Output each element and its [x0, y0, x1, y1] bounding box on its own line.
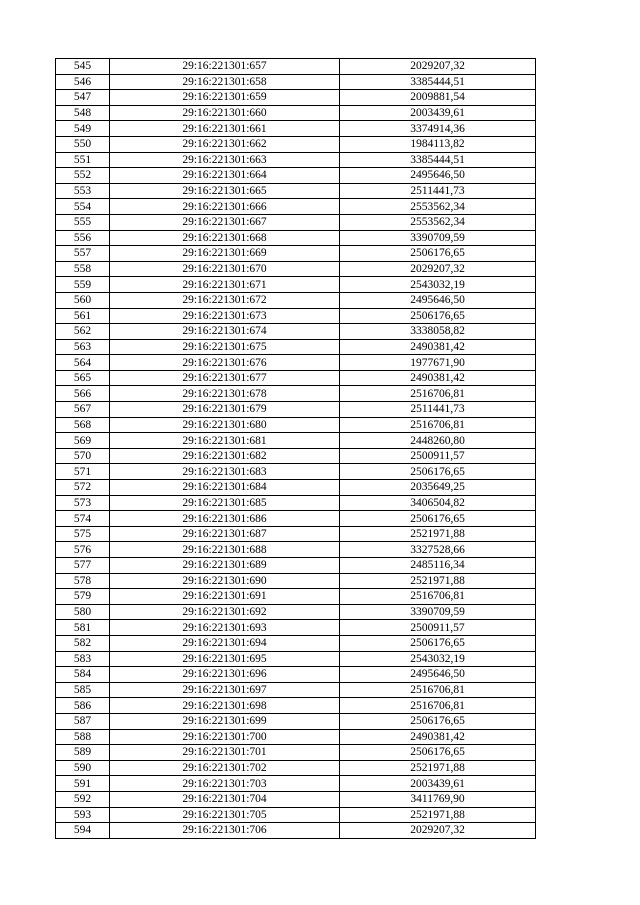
row-number-cell: 567	[56, 402, 110, 418]
cadastral-number-cell: 29:16:221301:668	[110, 230, 340, 246]
cadastral-number-cell: 29:16:221301:685	[110, 495, 340, 511]
value-cell: 3338058,82	[340, 324, 536, 340]
table-row	[56, 745, 536, 761]
cadastral-number-cell: 29:16:221301:667	[110, 214, 340, 230]
table-row	[56, 402, 536, 418]
row-number-cell: 559	[56, 277, 110, 293]
value-cell: 2521971,88	[340, 526, 536, 542]
table-row	[56, 604, 536, 620]
row-number-cell: 592	[56, 791, 110, 807]
row-number-cell: 551	[56, 152, 110, 168]
value-cell: 2506176,65	[340, 308, 536, 324]
cadastral-number-cell: 29:16:221301:682	[110, 448, 340, 464]
cadastral-number-cell: 29:16:221301:691	[110, 589, 340, 605]
table-row	[56, 558, 536, 574]
value-cell: 2506176,65	[340, 246, 536, 262]
value-cell: 2521971,88	[340, 807, 536, 823]
row-number-cell: 578	[56, 573, 110, 589]
value-cell: 3411769,90	[340, 791, 536, 807]
cadastral-number-cell: 29:16:221301:679	[110, 402, 340, 418]
table-row	[56, 74, 536, 90]
value-cell: 2448260,80	[340, 433, 536, 449]
cadastral-number-cell: 29:16:221301:693	[110, 620, 340, 636]
value-cell: 2495646,50	[340, 667, 536, 683]
row-number-cell: 549	[56, 121, 110, 137]
value-cell: 2543032,19	[340, 277, 536, 293]
cadastral-number-cell: 29:16:221301:669	[110, 246, 340, 262]
value-cell: 2506176,65	[340, 511, 536, 527]
cadastral-number-cell: 29:16:221301:686	[110, 511, 340, 527]
row-number-cell: 552	[56, 168, 110, 184]
table-row	[56, 480, 536, 496]
row-number-cell: 560	[56, 292, 110, 308]
value-cell: 2516706,81	[340, 386, 536, 402]
value-cell: 2506176,65	[340, 464, 536, 480]
cadastral-number-cell: 29:16:221301:680	[110, 417, 340, 433]
cadastral-number-cell: 29:16:221301:666	[110, 199, 340, 215]
table-row	[56, 261, 536, 277]
cadastral-number-cell: 29:16:221301:702	[110, 760, 340, 776]
cadastral-number-cell: 29:16:221301:665	[110, 183, 340, 199]
row-number-cell: 564	[56, 355, 110, 371]
table-row	[56, 386, 536, 402]
row-number-cell: 553	[56, 183, 110, 199]
cadastral-number-cell: 29:16:221301:670	[110, 261, 340, 277]
row-number-cell: 569	[56, 433, 110, 449]
row-number-cell: 587	[56, 713, 110, 729]
value-cell: 2511441,73	[340, 402, 536, 418]
table-row	[56, 433, 536, 449]
table-row	[56, 324, 536, 340]
row-number-cell: 583	[56, 651, 110, 667]
table-row	[56, 495, 536, 511]
row-number-cell: 555	[56, 214, 110, 230]
value-cell: 2516706,81	[340, 589, 536, 605]
table-row	[56, 355, 536, 371]
value-cell: 2029207,32	[340, 261, 536, 277]
row-number-cell: 568	[56, 417, 110, 433]
row-number-cell: 563	[56, 339, 110, 355]
cadastral-number-cell: 29:16:221301:704	[110, 791, 340, 807]
table-row	[56, 370, 536, 386]
table-row	[56, 573, 536, 589]
row-number-cell: 565	[56, 370, 110, 386]
value-cell: 1977671,90	[340, 355, 536, 371]
table-row	[56, 308, 536, 324]
table-row	[56, 807, 536, 823]
table-row	[56, 59, 536, 75]
cadastral-number-cell: 29:16:221301:688	[110, 542, 340, 558]
value-cell: 3374914,36	[340, 121, 536, 137]
row-number-cell: 584	[56, 667, 110, 683]
table-row	[56, 589, 536, 605]
cadastral-number-cell: 29:16:221301:694	[110, 635, 340, 651]
table-row	[56, 464, 536, 480]
row-number-cell: 589	[56, 745, 110, 761]
table-row	[56, 168, 536, 184]
row-number-cell: 561	[56, 308, 110, 324]
table-row	[56, 511, 536, 527]
cadastral-number-cell: 29:16:221301:681	[110, 433, 340, 449]
table-row	[56, 620, 536, 636]
row-number-cell: 581	[56, 620, 110, 636]
value-cell: 3327528,66	[340, 542, 536, 558]
table-body	[56, 59, 536, 839]
table-row	[56, 199, 536, 215]
row-number-cell: 572	[56, 480, 110, 496]
value-cell: 2029207,32	[340, 59, 536, 75]
value-cell: 2521971,88	[340, 573, 536, 589]
table-row	[56, 214, 536, 230]
value-cell: 2485116,34	[340, 558, 536, 574]
row-number-cell: 575	[56, 526, 110, 542]
row-number-cell: 570	[56, 448, 110, 464]
table-row	[56, 448, 536, 464]
row-number-cell: 594	[56, 823, 110, 839]
value-cell: 2490381,42	[340, 370, 536, 386]
table-row	[56, 729, 536, 745]
cadastral-number-cell: 29:16:221301:675	[110, 339, 340, 355]
cadastral-number-cell: 29:16:221301:689	[110, 558, 340, 574]
cadastral-number-cell: 29:16:221301:700	[110, 729, 340, 745]
row-number-cell: 558	[56, 261, 110, 277]
cadastral-number-cell: 29:16:221301:695	[110, 651, 340, 667]
table-row	[56, 90, 536, 106]
cadastral-number-cell: 29:16:221301:673	[110, 308, 340, 324]
value-cell: 2521971,88	[340, 760, 536, 776]
table-row	[56, 152, 536, 168]
value-cell: 2506176,65	[340, 635, 536, 651]
table-row	[56, 776, 536, 792]
cadastral-number-cell: 29:16:221301:676	[110, 355, 340, 371]
value-cell: 2490381,42	[340, 339, 536, 355]
value-cell: 2029207,32	[340, 823, 536, 839]
row-number-cell: 571	[56, 464, 110, 480]
cadastral-number-cell: 29:16:221301:703	[110, 776, 340, 792]
table-row	[56, 791, 536, 807]
table-row	[56, 682, 536, 698]
cadastral-number-cell: 29:16:221301:705	[110, 807, 340, 823]
row-number-cell: 582	[56, 635, 110, 651]
table-row	[56, 542, 536, 558]
table-row	[56, 526, 536, 542]
value-cell: 2506176,65	[340, 745, 536, 761]
value-cell: 2003439,61	[340, 105, 536, 121]
cadastral-number-cell: 29:16:221301:684	[110, 480, 340, 496]
value-cell: 2516706,81	[340, 417, 536, 433]
value-cell: 3390709,59	[340, 230, 536, 246]
table-row	[56, 713, 536, 729]
value-cell: 3390709,59	[340, 604, 536, 620]
value-cell: 3406504,82	[340, 495, 536, 511]
cadastral-number-cell: 29:16:221301:677	[110, 370, 340, 386]
table-row	[56, 823, 536, 839]
table-row	[56, 698, 536, 714]
row-number-cell: 547	[56, 90, 110, 106]
table-row	[56, 667, 536, 683]
table-row	[56, 292, 536, 308]
row-number-cell: 566	[56, 386, 110, 402]
cadastral-number-cell: 29:16:221301:698	[110, 698, 340, 714]
cadastral-number-cell: 29:16:221301:683	[110, 464, 340, 480]
cadastral-number-cell: 29:16:221301:659	[110, 90, 340, 106]
cadastral-number-cell: 29:16:221301:701	[110, 745, 340, 761]
cadastral-number-cell: 29:16:221301:687	[110, 526, 340, 542]
value-cell: 2009881,54	[340, 90, 536, 106]
cadastral-value-table	[55, 58, 536, 839]
value-cell: 2490381,42	[340, 729, 536, 745]
value-cell: 3385444,51	[340, 74, 536, 90]
row-number-cell: 576	[56, 542, 110, 558]
row-number-cell: 588	[56, 729, 110, 745]
table-row	[56, 651, 536, 667]
row-number-cell: 550	[56, 136, 110, 152]
row-number-cell: 580	[56, 604, 110, 620]
cadastral-number-cell: 29:16:221301:674	[110, 324, 340, 340]
cadastral-number-cell: 29:16:221301:690	[110, 573, 340, 589]
table-row	[56, 760, 536, 776]
row-number-cell: 562	[56, 324, 110, 340]
cadastral-number-cell: 29:16:221301:658	[110, 74, 340, 90]
value-cell: 1984113,82	[340, 136, 536, 152]
row-number-cell: 586	[56, 698, 110, 714]
row-number-cell: 556	[56, 230, 110, 246]
cadastral-number-cell: 29:16:221301:699	[110, 713, 340, 729]
row-number-cell: 554	[56, 199, 110, 215]
cadastral-number-cell: 29:16:221301:672	[110, 292, 340, 308]
cadastral-number-cell: 29:16:221301:671	[110, 277, 340, 293]
cadastral-number-cell: 29:16:221301:696	[110, 667, 340, 683]
value-cell: 2516706,81	[340, 698, 536, 714]
row-number-cell: 548	[56, 105, 110, 121]
row-number-cell: 591	[56, 776, 110, 792]
value-cell: 2516706,81	[340, 682, 536, 698]
value-cell: 2495646,50	[340, 168, 536, 184]
value-cell: 2543032,19	[340, 651, 536, 667]
row-number-cell: 579	[56, 589, 110, 605]
row-number-cell: 557	[56, 246, 110, 262]
cadastral-number-cell: 29:16:221301:664	[110, 168, 340, 184]
cadastral-number-cell: 29:16:221301:678	[110, 386, 340, 402]
cadastral-number-cell: 29:16:221301:661	[110, 121, 340, 137]
value-cell: 2495646,50	[340, 292, 536, 308]
value-cell: 2553562,34	[340, 214, 536, 230]
table-row	[56, 246, 536, 262]
cadastral-number-cell: 29:16:221301:706	[110, 823, 340, 839]
table-row	[56, 417, 536, 433]
cadastral-number-cell: 29:16:221301:692	[110, 604, 340, 620]
row-number-cell: 585	[56, 682, 110, 698]
value-cell: 2500911,57	[340, 448, 536, 464]
value-cell: 2511441,73	[340, 183, 536, 199]
cadastral-number-cell: 29:16:221301:697	[110, 682, 340, 698]
table-row	[56, 121, 536, 137]
row-number-cell: 590	[56, 760, 110, 776]
table-row	[56, 183, 536, 199]
row-number-cell: 577	[56, 558, 110, 574]
row-number-cell: 573	[56, 495, 110, 511]
row-number-cell: 593	[56, 807, 110, 823]
table-row	[56, 230, 536, 246]
cadastral-number-cell: 29:16:221301:660	[110, 105, 340, 121]
value-cell: 2553562,34	[340, 199, 536, 215]
table-row	[56, 105, 536, 121]
table-row	[56, 635, 536, 651]
row-number-cell: 574	[56, 511, 110, 527]
value-cell: 3385444,51	[340, 152, 536, 168]
value-cell: 2500911,57	[340, 620, 536, 636]
table-row	[56, 277, 536, 293]
value-cell: 2035649,25	[340, 480, 536, 496]
value-cell: 2003439,61	[340, 776, 536, 792]
cadastral-number-cell: 29:16:221301:662	[110, 136, 340, 152]
cadastral-number-cell: 29:16:221301:663	[110, 152, 340, 168]
row-number-cell: 546	[56, 74, 110, 90]
table-row	[56, 136, 536, 152]
value-cell: 2506176,65	[340, 713, 536, 729]
cadastral-number-cell: 29:16:221301:657	[110, 59, 340, 75]
table-row	[56, 339, 536, 355]
row-number-cell: 545	[56, 59, 110, 75]
